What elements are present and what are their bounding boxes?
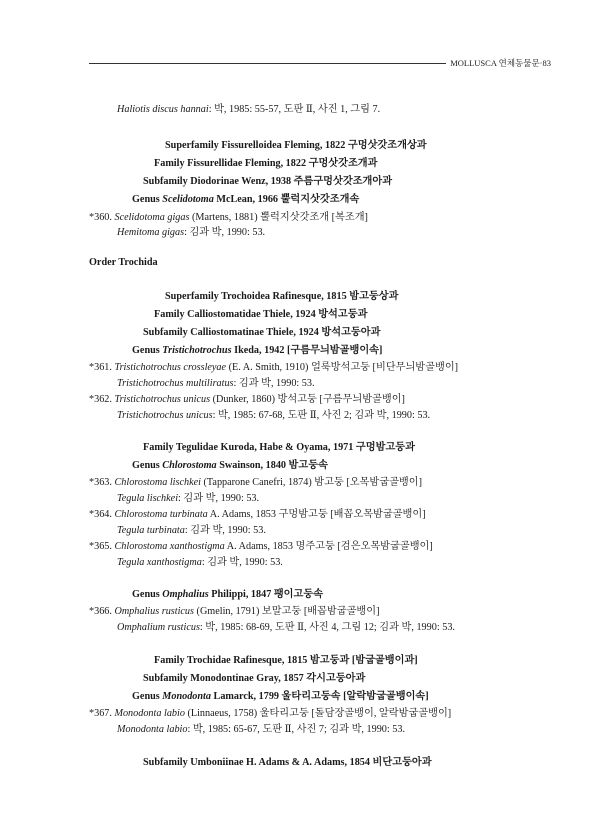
- genus-heading: [132, 193, 359, 206]
- synonym-name: Monodonta labio: [117, 724, 188, 735]
- genus-author: Lamarck, 1799 울타리고둥속 [알락밤굽골뱅이속]: [211, 691, 429, 702]
- synonym-name: Tristichotrochus unicus: [117, 410, 213, 421]
- species-entry: [89, 361, 458, 374]
- subfamily-heading: Subfamily Calliostomatinae Thiele, 1924 방석고둥아과: [143, 327, 381, 338]
- synonym-line: [117, 409, 430, 422]
- species-entry: [89, 476, 422, 489]
- genus-name: Omphalius: [162, 589, 209, 600]
- genus-prefix: Genus: [132, 589, 163, 600]
- genus-heading: [132, 344, 382, 357]
- citation: : 김과 박, 1990: 53.: [178, 493, 260, 504]
- genus-author: McLean, 1966 뿔럭지삿갓조개속: [213, 194, 360, 205]
- superfamily-heading: Superfamily Fissurelloidea Fleming, 1822 구멍삿갓조개상과: [165, 140, 427, 151]
- genus-author: Philippi, 1847 팽이고둥속: [208, 589, 324, 600]
- entry-number: *364.: [89, 509, 112, 520]
- synonym-name: Tegula lischkei: [117, 493, 179, 504]
- genus-author: Ikeda, 1942 [구름무늬밤골뱅이속]: [231, 345, 383, 356]
- synonym-line: [117, 556, 283, 569]
- genus-heading: [132, 588, 323, 601]
- synonym-line: [117, 377, 315, 390]
- species-author: A. Adams, 1853 구멍밤고둥 [배꼽오목밤굽골뱅이]: [207, 509, 426, 520]
- synonym-name: Tegula xanthostigma: [117, 557, 202, 568]
- species-name: Chlorostoma xanthostigma: [114, 541, 225, 552]
- subfamily-heading: Subfamily Monodontinae Gray, 1857 각시고둥아과: [143, 673, 366, 684]
- entry-number: *362.: [89, 394, 112, 405]
- synonym-name: Omphalium rusticus: [117, 622, 200, 633]
- order-heading: Order Trochida: [89, 257, 158, 268]
- genus-prefix: Genus: [132, 194, 163, 205]
- species-author: (Dunker, 1860) 방석고둥 [구름무늬밤골뱅이]: [210, 394, 405, 405]
- superfamily-heading: Superfamily Trochoidea Rafinesque, 1815 밤고둥상과: [165, 291, 399, 302]
- species-entry: [89, 540, 433, 553]
- family-heading: Family Tegulidae Kuroda, Habe & Oyama, 1971 구멍밤고둥과: [143, 442, 415, 453]
- synonym-name: Tegula turbinata: [117, 525, 185, 536]
- species-name: Tristichotrochus crossleyae: [114, 362, 227, 373]
- species-author: (Gmelin, 1791) 보말고둥 [배꼽밤굽골뱅이]: [194, 606, 380, 617]
- entry-number: *360.: [89, 212, 112, 223]
- species-entry: [89, 707, 451, 720]
- synonym-name: Tristichotrochus multiliratus: [117, 378, 234, 389]
- synonym-line: [117, 723, 405, 736]
- entry-number: *363.: [89, 477, 112, 488]
- family-heading: Family Calliostomatidae Thiele, 1924 방석고둥과: [154, 309, 368, 320]
- species-author: A. Adams, 1853 명주고둥 [검은오목밤굽골뱅이]: [224, 541, 433, 552]
- synonym-line: [117, 524, 266, 537]
- citation: : 박, 1985: 68-69, 도판 Ⅱ, 사진 4, 그림 12; 김과 박, 1990: 53.: [199, 622, 455, 633]
- genus-heading: [132, 459, 328, 472]
- genus-name: Scelidotoma: [162, 194, 214, 205]
- genus-name: Chlorostoma: [162, 460, 217, 471]
- citation: : 김과 박, 1990: 53.: [233, 378, 315, 389]
- synonym-line: [117, 103, 380, 116]
- synonym-line: [117, 226, 265, 239]
- header-rule: [89, 63, 446, 64]
- entry-number: *367.: [89, 708, 112, 719]
- species-author: (Martens, 1881) 뿔럭지삿갓조개 [복조개]: [189, 212, 368, 223]
- genus-prefix: Genus: [132, 345, 163, 356]
- species-name: Chlorostoma lischkei: [114, 477, 201, 488]
- citation: : 김과 박, 1990: 53.: [201, 557, 283, 568]
- species-entry: [89, 508, 426, 521]
- genus-heading: [132, 690, 429, 703]
- genus-prefix: Genus: [132, 460, 163, 471]
- species-entry: [89, 393, 405, 406]
- citation: : 박, 1985: 65-67, 도판 Ⅱ, 사진 7; 김과 박, 1990: 53.: [187, 724, 405, 735]
- subfamily-heading: Subfamily Umboniinae H. Adams & A. Adams, 1854 비단고둥아과: [143, 757, 432, 768]
- synonym-line: [117, 621, 455, 634]
- species-author: (Tapparone Canefri, 1874) 밤고둥 [오목밤굽골뱅이]: [200, 477, 422, 488]
- species-name: Chlorostoma turbinata: [114, 509, 208, 520]
- genus-name: Tristichotrochus: [162, 345, 232, 356]
- species-author: (E. A. Smith, 1910) 얼룩방석고둥 [비단무늬밤골뱅이]: [226, 362, 459, 373]
- genus-author: Swainson, 1840 밤고둥속: [216, 460, 328, 471]
- citation: : 김과 박, 1990: 53.: [184, 227, 266, 238]
- genus-name: Monodonta: [162, 691, 211, 702]
- species-name: Scelidotoma gigas: [114, 212, 190, 223]
- genus-prefix: Genus: [132, 691, 163, 702]
- species-name: Omphalius rusticus: [114, 606, 194, 617]
- running-header: MOLLUSCA 연체동물문·83: [450, 58, 551, 68]
- species-name: Monodonta labio: [114, 708, 185, 719]
- subfamily-heading: Subfamily Diodorinae Wenz, 1938 주름구멍삿갓조개아과: [143, 176, 393, 187]
- species-name: Tristichotrochus unicus: [114, 394, 211, 405]
- synonym-name: Hemitoma gigas: [117, 227, 185, 238]
- citation: : 김과 박, 1990: 53.: [184, 525, 266, 536]
- citation: : 박, 1985: 67-68, 도판 Ⅱ, 사진 2; 김과 박, 1990: 53.: [212, 410, 431, 421]
- entry-number: *365.: [89, 541, 112, 552]
- citation: : 박, 1985: 55-57, 도판 Ⅱ, 사진 1, 그림 7.: [208, 104, 381, 115]
- species-entry: [89, 211, 368, 224]
- entry-number: *361.: [89, 362, 112, 373]
- family-heading: Family Fissurellidae Fleming, 1822 구멍삿갓조개과: [154, 158, 378, 169]
- species-author: (Linnaeus, 1758) 울타리고둥 [돌담장골뱅이, 알락밤굽골뱅이]: [184, 708, 452, 719]
- family-heading: Family Trochidae Rafinesque, 1815 밤고둥과 [밤굽골뱅이과]: [154, 655, 418, 666]
- synonym-name: Haliotis discus hannai: [117, 104, 209, 115]
- entry-number: *366.: [89, 606, 112, 617]
- species-entry: [89, 605, 380, 618]
- synonym-line: [117, 492, 259, 505]
